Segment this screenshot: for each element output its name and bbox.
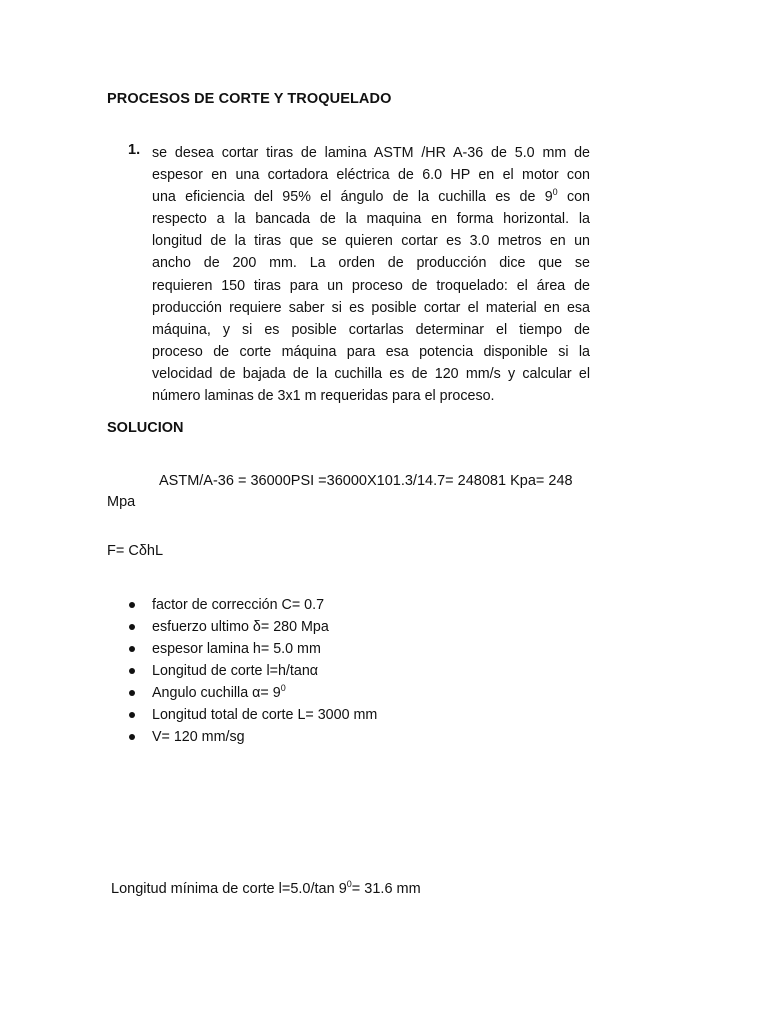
problem-statement — [152, 142, 590, 407]
problem-line: máquina, y si es posible cortarlas determinar el tiempo de — [152, 321, 590, 338]
document-title: PROCESOS DE CORTE Y TROQUELADO — [107, 91, 392, 107]
minimum-cut-length — [111, 881, 421, 897]
list-item — [107, 660, 377, 682]
degree-superscript: 0 — [552, 187, 558, 198]
bullet-icon — [129, 712, 135, 718]
astm-line-unit: Mpa — [107, 494, 136, 510]
result-text: Longitud mínima de corte l=5.0/tan 9 — [111, 881, 347, 897]
list-item-text: esfuerzo ultimo δ= 280 Mpa — [152, 619, 329, 635]
bullet-icon — [129, 624, 135, 630]
result-value: = 31.6 mm — [351, 881, 421, 897]
problem-line: respecto a la bancada de la maquina en forma horizontal. la — [152, 211, 590, 228]
problem-line — [152, 186, 590, 208]
problem-line: longitud de la tiras que se quieren cortar es 3.0 metros en un — [152, 233, 590, 250]
list-item-text: factor de corrección C= 0.7 — [152, 597, 325, 613]
bullet-icon — [129, 690, 135, 696]
list-item-text: Angulo cuchilla α= 9 — [152, 685, 281, 701]
list-item — [107, 616, 377, 638]
list-item-text: Longitud de corte l=h/tanα — [152, 663, 319, 679]
list-item-text: V= 120 mm/sg — [152, 729, 245, 745]
problem-line-tail: con — [557, 189, 590, 206]
force-formula: F= CδhL — [107, 543, 164, 559]
problem-line: espesor en una cortadora eléctrica de 6.0 HP en el motor con — [152, 167, 590, 184]
problem-line: proceso de corte máquina para esa potencia disponible si la — [152, 343, 590, 360]
list-item — [107, 726, 377, 748]
bullet-icon — [129, 646, 135, 652]
problem-line-text: una eficiencia del 95% el ángulo de la cuchilla es de 9 — [152, 189, 553, 206]
parameter-list — [107, 594, 377, 748]
problem-line: se desea cortar tiras de lamina ASTM /HR A-36 de 5.0 mm de — [152, 145, 590, 161]
problem-line: velocidad de bajada de la cuchilla es de 120 mm/s y calcular el — [152, 365, 590, 382]
problem-number: 1. — [128, 142, 141, 158]
problem-line: producción requiere saber si es posible cortar el material en esa — [152, 299, 590, 316]
list-item — [107, 704, 377, 726]
list-item-text: espesor lamina h= 5.0 mm — [152, 641, 321, 657]
solution-heading: SOLUCION — [107, 420, 184, 436]
problem-line: requieren 150 tiras para un proceso de troquelado: el área de — [152, 277, 590, 294]
degree-superscript: 0 — [280, 683, 286, 693]
bullet-icon — [129, 602, 135, 608]
degree-superscript: 0 — [346, 879, 352, 889]
list-item — [107, 638, 377, 660]
bullet-icon — [129, 668, 135, 674]
astm-conversion — [107, 471, 590, 513]
list-item — [107, 682, 377, 704]
list-item — [107, 594, 377, 616]
astm-line: ASTM/A-36 = 36000PSI =36000X101.3/14.7= 248081 Kpa= 248 — [159, 473, 573, 489]
problem-line: ancho de 200 mm. La orden de producción dice que se — [152, 255, 590, 272]
problem-line: número laminas de 3x1 m requeridas para el proceso. — [152, 388, 495, 405]
bullet-icon — [129, 734, 135, 740]
list-item-text: Longitud total de corte L= 3000 mm — [152, 707, 378, 723]
